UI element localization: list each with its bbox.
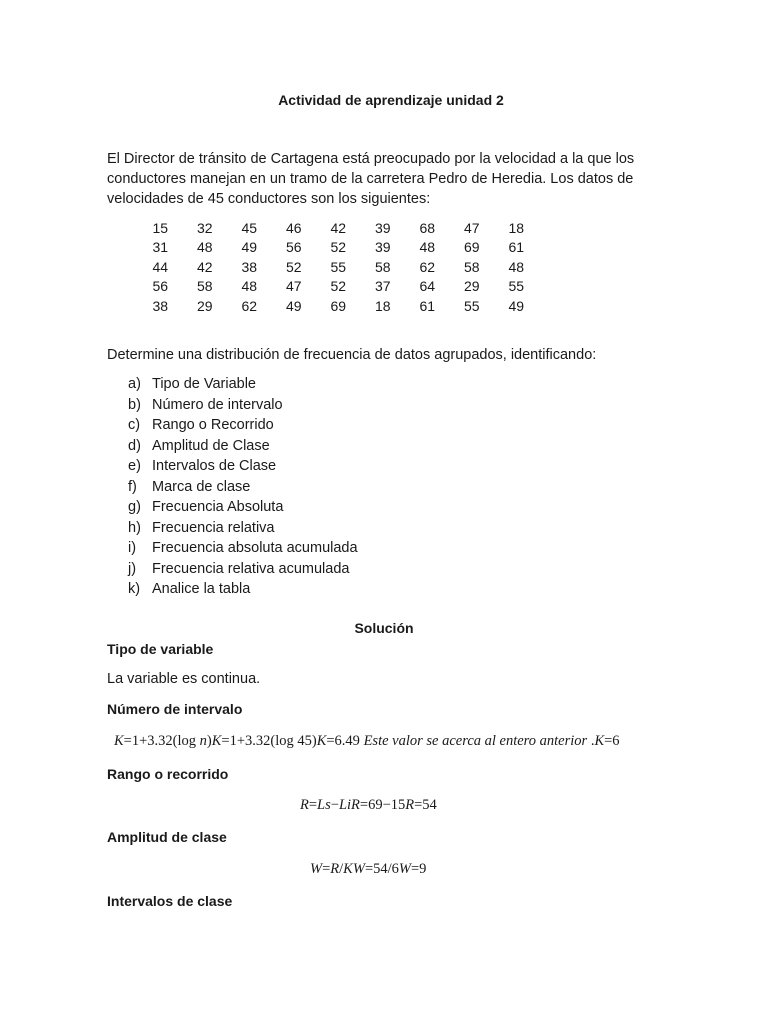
table-cell: 69 (463, 239, 480, 256)
list-item-label: Frecuencia relativa (152, 519, 275, 536)
table-cell: 44 (152, 258, 169, 275)
list-marker: h) (128, 519, 141, 536)
table-cell: 48 (196, 239, 213, 256)
intro-text: El Director de tránsito de Cartagena está preocupado por la velocidad a la que los conductores manejan en un tramo de la carretera Pedro de Heredia. Los datos de velocidades de 45 conductores son los siguientes: (107, 151, 635, 207)
formula-part: =54 (414, 797, 437, 813)
formula-symbol: n (199, 733, 207, 749)
table-cell: 49 (508, 297, 525, 314)
formula-symbol: W (398, 861, 411, 877)
table-cell: 61 (419, 297, 436, 314)
list-item (128, 538, 358, 559)
intro-paragraph (107, 149, 667, 209)
list-marker: c) (128, 417, 141, 433)
formula-part: =9 (411, 861, 427, 877)
table-cell: 31 (152, 239, 169, 256)
table-cell: 56 (152, 278, 169, 295)
table-cell: 52 (330, 239, 347, 256)
formula-part: =6 (604, 733, 620, 749)
rango-heading: Rango o recorrido (107, 766, 229, 782)
list-item (128, 477, 358, 498)
velocity-data-table (138, 218, 539, 316)
list-item-label: Frecuencia Absoluta (152, 499, 284, 515)
formula-symbol: W (352, 861, 365, 877)
list-item (128, 436, 358, 457)
numero-intervalo-formula (114, 733, 620, 750)
table-cell: 64 (419, 278, 436, 295)
list-marker: j) (128, 560, 137, 577)
formula-symbol: W (310, 861, 323, 877)
list-item (128, 415, 358, 436)
formula-symbol: R (405, 797, 415, 813)
table-cell: 69 (330, 297, 347, 314)
formula-part: =69−15 (359, 797, 406, 813)
table-row (138, 277, 539, 297)
formula-symbol: Li (338, 797, 352, 813)
list-item (128, 559, 358, 580)
formula-note: Este valor se acerca al entero anterior (363, 733, 588, 749)
table-cell: 38 (241, 258, 258, 275)
formula-part: =6.49 (326, 733, 360, 749)
list-marker: i) (128, 540, 137, 556)
formula-symbol: K (316, 733, 327, 749)
table-cell: 42 (196, 258, 213, 275)
table-row (138, 257, 539, 277)
tipo-variable-heading: Tipo de variable (107, 641, 214, 657)
list-marker: e) (128, 458, 141, 474)
table-cell: 18 (508, 219, 525, 236)
tipo-variable-text: La variable es continua. (107, 671, 261, 687)
table-cell: 62 (241, 297, 258, 314)
formula-symbol: R (330, 861, 340, 877)
list-item-label: Intervalos de Clase (152, 458, 277, 474)
list-marker: g) (128, 499, 141, 515)
instructions-text: Determine una distribución de frecuencia de datos agrupados, identificando: (107, 347, 597, 363)
formula-part: = (322, 861, 331, 877)
list-item-label: Analice la tabla (152, 581, 251, 597)
list-item-label: Frecuencia absoluta acumulada (152, 540, 358, 556)
list-item (128, 518, 358, 539)
table-cell: 49 (241, 239, 258, 256)
table-cell: 58 (463, 258, 480, 275)
list-item (128, 374, 358, 395)
list-marker: f) (128, 478, 137, 495)
table-cell: 45 (241, 219, 258, 236)
list-item (128, 395, 358, 416)
formula-part: − (330, 797, 339, 813)
amplitud-heading: Amplitud de clase (107, 829, 227, 845)
list-item (128, 456, 358, 477)
table-cell: 52 (330, 278, 347, 295)
solution-title: Solución (354, 620, 414, 636)
table-cell: 47 (285, 278, 302, 295)
table-cell: 29 (463, 278, 480, 295)
table-cell: 68 (419, 219, 436, 236)
table-row (138, 218, 539, 238)
table-cell: 39 (374, 219, 391, 236)
table-cell: 52 (285, 258, 302, 275)
table-cell: 15 (152, 219, 169, 236)
list-item-label: Frecuencia relativa acumulada (152, 560, 350, 577)
list-item-label: Rango o Recorrido (152, 417, 274, 433)
list-item-label: Marca de clase (152, 478, 251, 495)
amplitud-formula (310, 861, 426, 878)
formula-symbol: Ls (317, 797, 331, 813)
table-cell: 38 (152, 297, 169, 314)
table-cell: 18 (374, 297, 391, 314)
table-cell: 61 (508, 239, 525, 256)
table-cell: 48 (241, 278, 258, 295)
formula-part: =1+3.32(log (123, 733, 197, 749)
list-item-label: Amplitud de Clase (152, 437, 270, 454)
table-cell: 58 (374, 258, 391, 275)
table-cell: 39 (374, 239, 391, 256)
list-item-label: Tipo de Variable (152, 376, 256, 392)
table-cell: 37 (374, 278, 391, 295)
list-marker: b) (128, 396, 141, 413)
table-cell: 48 (419, 239, 436, 256)
numero-intervalo-heading: Número de intervalo (107, 701, 243, 717)
table-cell: 62 (419, 258, 436, 275)
table-cell: 32 (196, 219, 213, 236)
table-cell: 29 (196, 297, 213, 314)
formula-symbol: K (594, 733, 605, 749)
rango-formula (300, 797, 437, 814)
document-title: Actividad de aprendizaje unidad 2 (278, 92, 504, 108)
intervalos-heading: Intervalos de clase (107, 893, 233, 909)
list-item (128, 497, 358, 518)
table-cell: 47 (463, 219, 480, 236)
formula-symbol: R (351, 797, 360, 813)
table-row (138, 238, 539, 258)
formula-part: / (339, 861, 344, 877)
list-item (128, 579, 358, 600)
formula-symbol: K (343, 861, 353, 877)
formula-symbol: K (114, 733, 124, 749)
formula-symbol: R (300, 797, 309, 813)
formula-part: =1+3.32(log 45) (221, 733, 317, 749)
table-cell: 46 (285, 219, 302, 236)
list-marker: a) (128, 376, 141, 392)
formula-part: = (308, 797, 318, 813)
formula-part: ) (206, 733, 212, 749)
formula-symbol: K (211, 733, 222, 749)
table-cell: 56 (285, 239, 302, 256)
table-cell: 58 (196, 278, 213, 295)
table-cell: 55 (508, 278, 525, 295)
list-item-label: Número de intervalo (152, 396, 283, 413)
table-row (138, 296, 539, 316)
table-cell: 48 (508, 258, 525, 275)
list-marker: d) (128, 437, 141, 454)
table-cell: 55 (330, 258, 347, 275)
task-list (128, 374, 358, 600)
formula-part: . (587, 733, 595, 749)
list-marker: k) (128, 581, 141, 597)
formula-part: =54/6 (364, 861, 399, 877)
table-cell: 49 (285, 297, 302, 314)
table-cell: 42 (330, 219, 347, 236)
table-cell: 55 (463, 297, 480, 314)
